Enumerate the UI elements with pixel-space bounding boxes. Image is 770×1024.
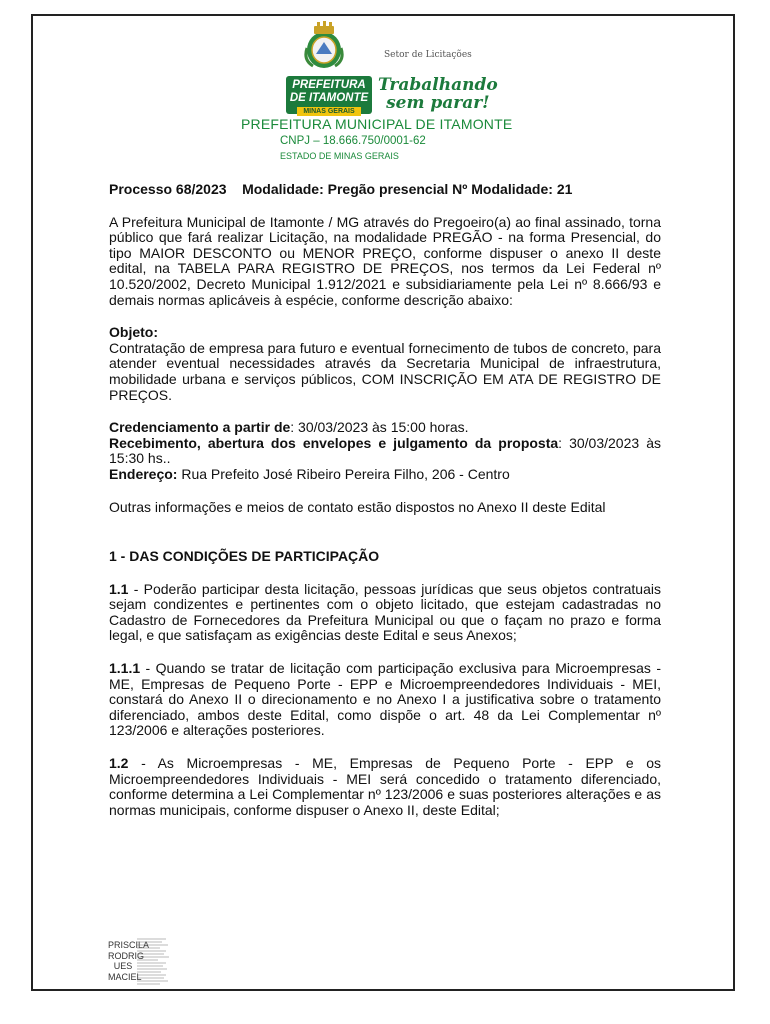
prefeitura-logo [286,76,372,114]
process-line: Processo 68/2023 Modalidade: Pregão presencial Nº Modalidade: 21 [109,181,573,197]
credenciamento-value: : 30/03/2023 às 15:00 horas. [290,419,469,436]
clause-text: - As Microempresas - ME, Empresas de Pequeno Porte - EPP e os Microempreendedores Individuais - MEI será concedido o tratamento diferenciado, conforme determina a Lei Complementar nº 123/2006 e suas posteriores alterações e as normas municipais, conforme dispuser o Anexo II, deste Edital; [109,755,661,818]
letterhead [0,0,770,170]
intro-paragraph: A Prefeitura Municipal de Itamonte / MG através do Pregoeiro(a) ao final assinado, torna público que fará realizar Licitação, na modalidade PREGÃO - na forma Presencial, do tipo MAIOR DESCONTO ou MENOR PREÇO, conforme dispuser o anexo II deste edital, na TABELA PARA REGISTRO DE PREÇOS, nos termos da Lei Federal nº 10.520/2002, Decreto Municipal 1.912/2021 e subsidiariamente pela Lei nº 8.666/93 e demais normas aplicáveis à espécie, conforme descrição abaixo: [109,213,661,308]
clause-number: 1.2 [109,755,129,772]
state-label: ESTADO DE MINAS GERAIS [280,151,399,161]
clause-number: 1.1.1 [109,660,141,677]
slogan-line-2: sem parar! [386,93,490,113]
municipality-title: PREFEITURA MUNICIPAL DE ITAMONTE [241,116,513,132]
outras-informacoes: Outras informações e meios de contato estão dispostos no Anexo II deste Edital [109,498,606,515]
signer-name: PRISCILA RODRIG UES MACIEL [108,940,150,982]
recebimento-line [109,436,661,467]
logo-line-3: MINAS GERAIS [297,107,361,116]
endereco-line [109,467,661,483]
logo-line-2: DE ITAMONTE [289,92,369,104]
clause-1-1-1 [109,661,661,739]
objeto-text: Contratação de empresa para futuro e eventual fornecimento de tubos de concreto, para atender eventual necessidades através da Secretaria Municipal de infraestrutura, mobilidade urbana e serviços públicos, COM INSCRIÇÃO EM ATA DE REGISTRO DE PREÇOS. [109,339,661,403]
signature-fine-print [136,936,172,990]
credenciamento-label: Credenciamento a partir de [109,419,291,436]
digital-signature-stamp [108,936,170,990]
recebimento-label: Recebimento, abertura dos envelopes e julgamento da proposta [109,434,559,451]
clause-number: 1.1 [109,580,129,597]
clause-1-1 [109,582,661,644]
coat-of-arms-icon [303,20,345,72]
clause-1-2 [109,756,661,818]
document-body [109,182,661,818]
slogan-line-1: Trabalhando [378,75,498,95]
slogan [378,76,498,112]
credenciamento-line [109,420,661,436]
cnpj: CNPJ – 18.666.750/0001-62 [280,135,426,147]
objeto-label: Objeto: [109,324,158,341]
recebimento-value: : 30/03/2023 às 15:30 hs.. [109,434,661,467]
logo-line-1: PREFEITURA [292,79,366,91]
sector-label: Setor de Licitações [384,50,472,60]
clause-text: - Poderão participar desta licitação, pessoas jurídicas que seus objetos contratuais sejam condizentes e pertinentes com o objeto licitado, que estejam cadastradas no Cadastro de Fornecedores da Prefeitura Municipal ou que o façam no prazo e forma legal, e que satisfaçam as exigências deste Edital e seus Anexos; [109,580,661,644]
section-1-title: 1 - DAS CONDIÇÕES DE PARTICIPAÇÃO [109,548,380,565]
endereco-value: Rua Prefeito José Ribeiro Pereira Filho, 206 - Centro [177,465,510,482]
clause-text: - Quando se tratar de licitação com participação exclusiva para Microempresas - ME, Empresas de Pequeno Porte - EPP e Microempreendedores Individuais - MEI, constará do Anexo II o direcionamento e no Anexo I a justificativa sobre o tratamento diferenciado, ambos deste Edital, como dispõe o art. 48 da Lei Complementar nº 123/2006 e alterações posteriores. [109,660,661,739]
endereco-label: Endereço: [109,465,178,482]
